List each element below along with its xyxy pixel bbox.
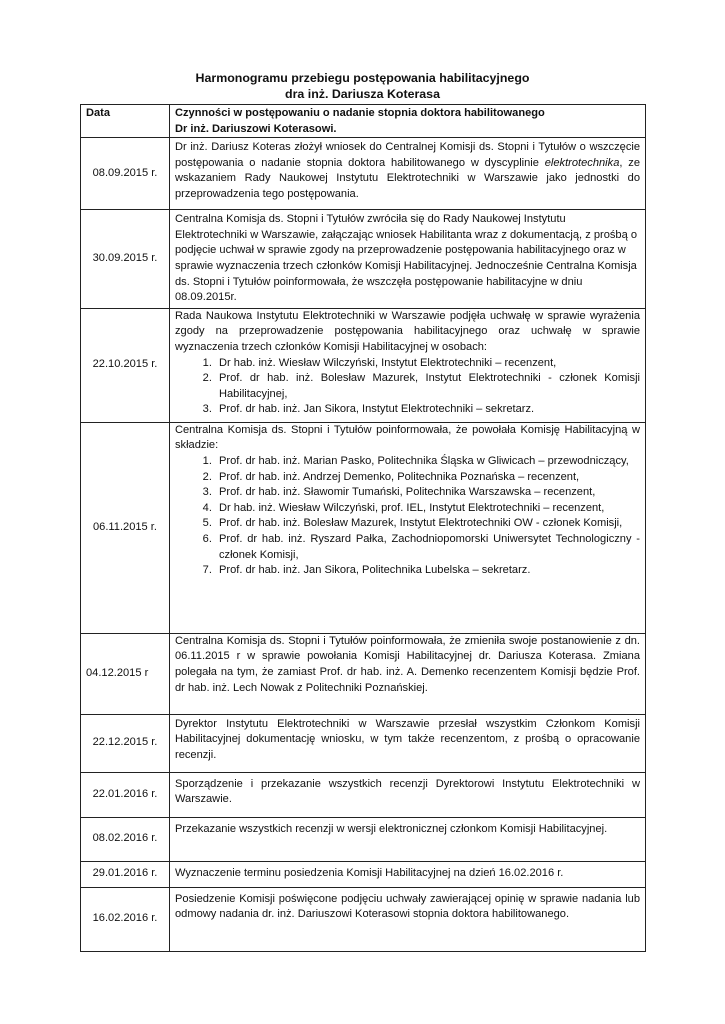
row-date: 08.09.2015 r. [81,138,170,210]
header-activity [170,105,646,138]
list-item: 6. Prof. dr hab. inż. Ryszard Pałka, Zachodniopomorski Uniwersytet Technologiczny - członek Komisji, [215,532,640,563]
table-row [81,887,646,951]
row-date: 06.11.2015 r. [81,422,170,633]
list-item: 1. Dr hab. inż. Wiesław Wilczyński, Instytut Elektrotechniki – recenzent, [215,356,640,372]
table-row [81,210,646,309]
table-row [81,817,646,861]
table-row [81,138,646,210]
member-list [175,454,640,579]
row-date: 22.12.2015 r. [81,714,170,772]
row-description: Dyrektor Instytutu Elektrotechniki w Warszawie przesłał wszystkim Członkom Komisji Habilitacyjnej dokumentację wniosku, w tym także recenzentom, z prośbą o opracowanie recenzji. [170,714,646,772]
list-item: 4. Dr hab. inż. Wiesław Wilczyński, prof. IEL, Instytut Elektrotechniki – recenzent, [215,501,640,517]
table-row [81,714,646,772]
title-line-2: dra inż. Dariusza Koterasa [285,87,440,101]
row-text: Centralna Komisja ds. Stopni i Tytułów poinformowała, że powołała Komisję Habilitacyjną w składzie: [175,423,640,452]
schedule-table [80,104,646,952]
row-description: Przekazanie wszystkich recenzji w wersji elektronicznej członkom Komisji Habilitacyjnej. [170,817,646,861]
row-text: , ze wskazaniem Rady Naukowej Instytutu Elektrotechniki w Warszawie jako jednostki do przeprowadzenia tego postępowania. [175,156,640,200]
row-description [170,308,646,422]
row-description: Wyznaczenie terminu posiedzenia Komisji Habilitacyjnej na dzień 16.02.2016 r. [170,861,646,887]
list-item: 5. Prof. dr hab. inż. Bolesław Mazurek, Instytut Elektrotechniki OW - członek Komisji, [215,516,640,532]
row-date: 29.01.2016 r. [81,861,170,887]
row-description: Sporządzenie i przekazanie wszystkich recenzji Dyrektorowi Instytutu Elektrotechniki w Warszawie. [170,772,646,817]
row-description [170,138,646,210]
list-item: 2. Prof. dr hab. inż. Andrzej Demenko, Politechnika Poznańska – recenzent, [215,470,640,486]
list-item: 3. Prof. dr hab. inż. Jan Sikora, Instytut Elektrotechniki – sekretarz. [215,402,640,418]
list-item: 3. Prof. dr hab. inż. Sławomir Tumański, Politechnika Warszawska – recenzent, [215,485,640,501]
row-description [170,422,646,633]
row-description: Centralna Komisja ds. Stopni i Tytułów poinformowała, że zmieniła swoje postanowienie z dn. 06.11.2015 r w sprawie powołania Komisji Habilitacyjnej dr. Dariusza Koterasa. Zmiana polegała na tym, że zamiast Prof. dr hab. inż. A. Demenko recenzentem Komisji będzie Prof. dr hab. inż. Lech Nowak z Politechniki Poznańskiej. [170,633,646,714]
table-row [81,308,646,422]
row-text: Rada Naukowa Instytutu Elektrotechniki w Warszawie podjęła uchwałę w sprawie wyrażenia zgody na przeprowadzenie postępowania habilitacyjnego oraz uchwałę w sprawie wyznaczenia trzech członków Komisji Habilitacyjnej w osobach: [175,309,640,353]
row-text-emphasis: elektrotechnika [544,156,620,169]
title-line-1: Harmonogramu przebiegu postępowania habilitacyjnego [195,71,530,85]
member-list [175,356,640,418]
table-row [81,861,646,887]
table-row [81,422,646,633]
row-date: 22.10.2015 r. [81,308,170,422]
row-description: Posiedzenie Komisji poświęcone podjęciu uchwały zawierającej opinię w sprawie nadania lub odmowy nadania dr. inż. Dariuszowi Koterasowi stopnia doktora habilitowanego. [170,887,646,951]
list-item: 7. Prof. dr hab. inż. Jan Sikora, Politechnika Lubelska – sekretarz. [215,563,640,579]
row-date: 08.02.2016 r. [81,817,170,861]
row-date: 22.01.2016 r. [81,772,170,817]
row-text: Dr inż. Dariusz Koteras złożył wniosek do Centralnej Komisji ds. Stopni i Tytułów o wszczęcie postępowania o nadanie stopnia doktora habilitowanego w dyscyplinie [175,141,640,169]
table-row [81,772,646,817]
list-item: 1. Prof. dr hab. inż. Marian Pasko, Politechnika Śląska w Gliwicach – przewodniczący, [215,454,640,470]
table-header-row [81,105,646,138]
table-row [81,633,646,714]
row-description: Centralna Komisja ds. Stopni i Tytułów zwróciła się do Rady Naukowej Instytutu Elektrotechniki w Warszawie, załączając wniosek Habilitanta wraz z dokumentacją, z prośbą o podjęcie uchwał w sprawie zgody na przeprowadzenie postępowania habilitacyjnego oraz w sprawie wyznaczenia trzech członków Komisji Habilitacyjnej. Jednocześnie Centralna Komisja ds. Stopni i Tytułów poinformowała, że wszczęła postępowanie habilitacyjne w dniu 08.09.2015r. [170,210,646,309]
header-activity-line-2: Dr inż. Dariuszowi Koterasowi. [175,122,337,135]
row-date: 16.02.2016 r. [81,887,170,951]
header-date: Data [81,105,170,138]
document-title [0,70,725,102]
header-activity-line-1: Czynności w postępowaniu o nadanie stopnia doktora habilitowanego [175,107,545,119]
row-date: 30.09.2015 r. [81,210,170,309]
row-date: 04.12.2015 r [81,633,170,714]
list-item: 2. Prof. dr hab. inż. Bolesław Mazurek, Instytut Elektrotechniki - członek Komisji Habilitacyjnej, [215,371,640,402]
